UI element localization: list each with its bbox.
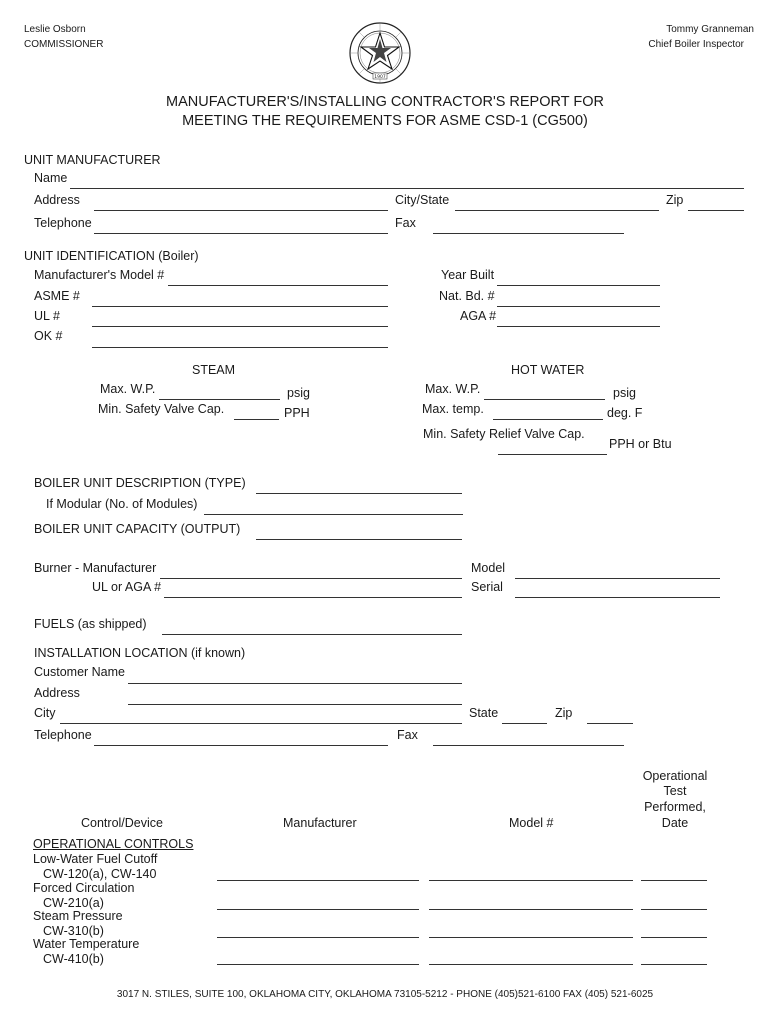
- hw-deg-unit: deg. F: [607, 406, 643, 420]
- hw-pph-btu-unit: PPH or Btu: [609, 437, 672, 451]
- hw-max-temp-field[interactable]: [493, 419, 603, 420]
- control-row-1-code: CW-120(a), CW-140: [43, 867, 157, 881]
- operational-controls-heading: OPERATIONAL CONTROLS: [33, 837, 194, 851]
- steam-max-wp-label: Max. W.P.: [100, 382, 156, 396]
- control-row-3-model-field[interactable]: [429, 937, 633, 938]
- aga-field[interactable]: [497, 326, 660, 327]
- steam-min-svc-field[interactable]: [234, 419, 279, 420]
- commissioner-title: COMMISSIONER: [24, 39, 104, 50]
- burner-model-label: Model: [471, 561, 506, 575]
- mfr-address-field[interactable]: [94, 210, 388, 211]
- unit-manufacturer-heading: UNIT MANUFACTURER: [24, 153, 161, 167]
- hw-max-wp-label: Max. W.P.: [425, 382, 481, 396]
- burner-manufacturer-field[interactable]: [160, 578, 462, 579]
- control-row-1-model-field[interactable]: [429, 880, 633, 881]
- modules-field[interactable]: [204, 514, 463, 515]
- control-row-3-code: CW-310(b): [43, 924, 104, 938]
- ul-field[interactable]: [92, 326, 388, 327]
- chief-inspector-name: Tommy Granneman: [666, 24, 754, 35]
- burner-serial-label: Serial: [471, 580, 503, 594]
- chief-inspector-title: Chief Boiler Inspector: [648, 39, 744, 50]
- control-row-2-date-field[interactable]: [641, 909, 707, 910]
- control-row-2-name: Forced Circulation: [33, 881, 135, 895]
- ul-label: UL #: [34, 309, 60, 323]
- mfr-name-label: Name: [34, 171, 68, 185]
- mfr-city-state-field[interactable]: [455, 210, 659, 211]
- install-fax-field[interactable]: [433, 745, 624, 746]
- control-row-3-manufacturer-field[interactable]: [217, 937, 419, 938]
- col-header-test-3: Performed,: [644, 800, 706, 814]
- col-header-test-2: Test: [663, 784, 687, 798]
- steam-heading: STEAM: [192, 363, 236, 377]
- nat-bd-field[interactable]: [497, 306, 660, 307]
- unit-identification-heading: UNIT IDENTIFICATION (Boiler): [24, 249, 199, 263]
- col-header-test-4: Date: [661, 816, 689, 830]
- control-row-1-name: Low-Water Fuel Cutoff: [33, 852, 158, 866]
- fuels-label: FUELS (as shipped): [34, 617, 147, 631]
- steam-min-svc-label: Min. Safety Valve Cap.: [98, 402, 225, 416]
- control-row-1-date-field[interactable]: [641, 880, 707, 881]
- mfr-telephone-field[interactable]: [94, 233, 388, 234]
- install-zip-field[interactable]: [587, 723, 633, 724]
- installation-heading: INSTALLATION LOCATION (if known): [34, 646, 246, 660]
- burner-model-field[interactable]: [515, 578, 720, 579]
- hw-max-wp-field[interactable]: [484, 399, 605, 400]
- mfr-fax-field[interactable]: [433, 233, 624, 234]
- install-city-field[interactable]: [60, 723, 462, 724]
- mfr-city-state-label: City/State: [395, 193, 450, 207]
- col-header-device: Control/Device: [81, 816, 163, 830]
- control-row-4-code: CW-410(b): [43, 952, 104, 966]
- steam-max-wp-field[interactable]: [159, 399, 280, 400]
- boiler-capacity-field[interactable]: [256, 539, 462, 540]
- install-telephone-label: Telephone: [34, 728, 92, 742]
- install-zip-label: Zip: [555, 706, 573, 720]
- burner-ul-aga-label: UL or AGA #: [92, 580, 162, 594]
- year-built-label: Year Built: [441, 268, 495, 282]
- install-fax-label: Fax: [397, 728, 418, 742]
- control-row-2-manufacturer-field[interactable]: [217, 909, 419, 910]
- burner-serial-field[interactable]: [515, 597, 720, 598]
- seal-year: 1907: [374, 75, 386, 80]
- mfr-telephone-label: Telephone: [34, 216, 92, 230]
- col-header-model: Model #: [509, 816, 554, 830]
- asme-label: ASME #: [34, 289, 80, 303]
- install-address-field[interactable]: [128, 704, 462, 705]
- boiler-description-label: BOILER UNIT DESCRIPTION (TYPE): [34, 476, 246, 490]
- ok-field[interactable]: [92, 347, 388, 348]
- hw-psig-unit: psig: [613, 386, 636, 400]
- customer-name-label: Customer Name: [34, 665, 125, 679]
- install-state-field[interactable]: [502, 723, 547, 724]
- nat-bd-label: Nat. Bd. #: [439, 289, 495, 303]
- aga-label: AGA #: [460, 309, 497, 323]
- model-field[interactable]: [168, 285, 388, 286]
- control-row-4-date-field[interactable]: [641, 964, 707, 965]
- commissioner-name: Leslie Osborn: [24, 24, 86, 35]
- col-header-test-1: Operational: [642, 769, 708, 783]
- install-city-label: City: [34, 706, 56, 720]
- mfr-zip-field[interactable]: [688, 210, 744, 211]
- burner-ul-aga-field[interactable]: [164, 597, 462, 598]
- customer-name-field[interactable]: [128, 683, 462, 684]
- hw-min-srvc-label: Min. Safety Relief Valve Cap.: [423, 427, 585, 441]
- install-address-label: Address: [34, 686, 80, 700]
- steam-psig-unit: psig: [287, 386, 310, 400]
- report-title-line1: MANUFACTURER'S/INSTALLING CONTRACTOR'S REPORT FOR: [166, 94, 604, 110]
- install-state-label: State: [469, 706, 499, 720]
- mfr-name-field[interactable]: [70, 188, 744, 189]
- control-row-3-name: Steam Pressure: [33, 909, 123, 923]
- state-seal-emblem: [349, 22, 411, 84]
- install-telephone-field[interactable]: [94, 745, 388, 746]
- model-label: Manufacturer's Model #: [34, 268, 165, 282]
- boiler-capacity-label: BOILER UNIT CAPACITY (OUTPUT): [34, 522, 241, 536]
- asme-field[interactable]: [92, 306, 388, 307]
- hw-min-srvc-field[interactable]: [498, 454, 607, 455]
- burner-manufacturer-label: Burner - Manufacturer: [34, 561, 157, 575]
- hw-max-temp-label: Max. temp.: [422, 402, 484, 416]
- hot-water-heading: HOT WATER: [511, 363, 585, 377]
- mfr-zip-label: Zip: [666, 193, 684, 207]
- control-row-3-date-field[interactable]: [641, 937, 707, 938]
- control-row-2-code: CW-210(a): [43, 896, 104, 910]
- control-row-2-model-field[interactable]: [429, 909, 633, 910]
- mfr-fax-label: Fax: [395, 216, 416, 230]
- col-header-manufacturer: Manufacturer: [283, 816, 357, 830]
- boiler-description-field[interactable]: [256, 493, 462, 494]
- control-row-4-manufacturer-field[interactable]: [217, 964, 419, 965]
- modules-label: If Modular (No. of Modules): [46, 497, 198, 511]
- control-row-4-name: Water Temperature: [33, 937, 140, 951]
- fuels-field[interactable]: [162, 634, 462, 635]
- control-row-1-manufacturer-field[interactable]: [217, 880, 419, 881]
- year-built-field[interactable]: [497, 285, 660, 286]
- report-title-line2: MEETING THE REQUIREMENTS FOR ASME CSD-1 (CG500): [182, 113, 588, 129]
- steam-pph-unit: PPH: [284, 406, 310, 420]
- footer-address: 3017 N. STILES, SUITE 100, OKLAHOMA CITY, OKLAHOMA 73105-5212 - PHONE (405)521-6100 FAX (405) 521-6025: [116, 989, 654, 1000]
- ok-label: OK #: [34, 329, 63, 343]
- control-row-4-model-field[interactable]: [429, 964, 633, 965]
- mfr-address-label: Address: [34, 193, 80, 207]
